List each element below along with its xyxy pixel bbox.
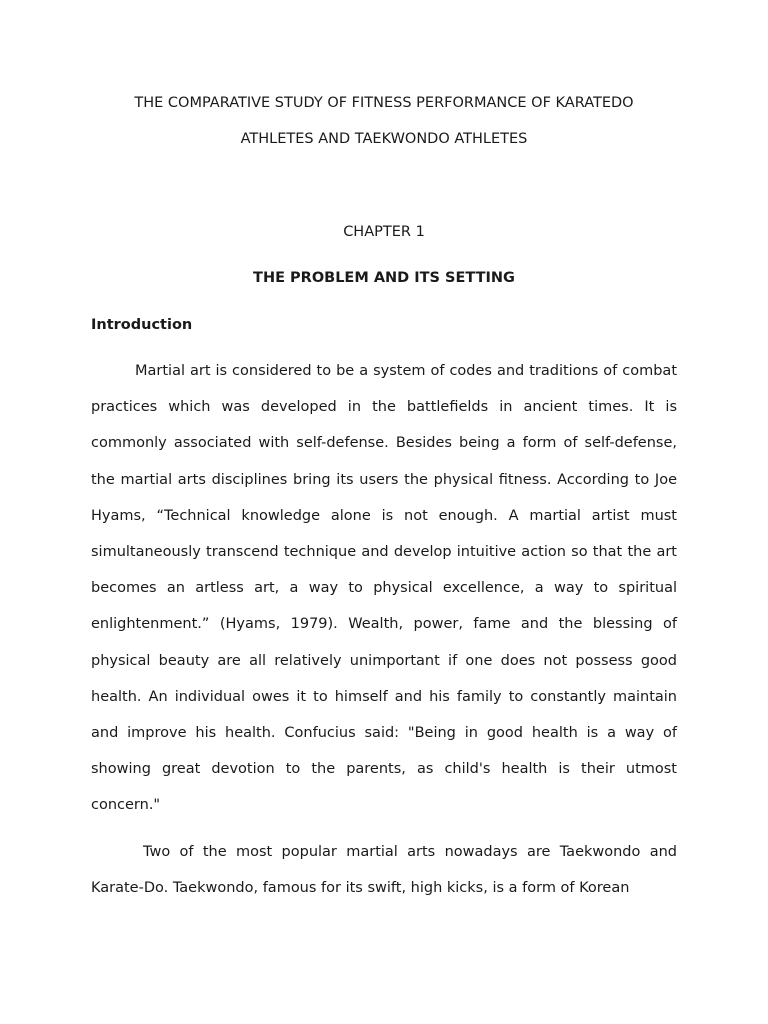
document-title-line-2: ATHLETES AND TAEKWONDO ATHLETES (240, 131, 528, 147)
paragraph-1: Martial art is considered to be a system of codes and traditions of combat practices which was developed in the battlefields in ancient times. It is commonly associated with self-defense. Besides being a form of self-defense, the martial arts disciplines bring its users the physical fitness. According to Joe Hyams, “Technical knowledge alone is not enough. A martial artist must simultaneously transcend technique and develop intuitive action so that the art becomes an artless art, a way to physical excellence, a way to spiritual enlightenment.” (Hyams, 1979). Wealth, power, fame and the blessing of physical beauty are all relatively unimportant if one does not possess good health. An individual owes it to himself and his family to constantly maintain and improve his health. Confucius said: "Being in good health is a way of showing great devotion to the parents, as child's health is their utmost concern." (91, 363, 677, 814)
section-heading-introduction: Introduction (91, 317, 193, 333)
document-title-line-1: THE COMPARATIVE STUDY OF FITNESS PERFORMANCE OF KARATEDO (134, 95, 634, 111)
chapter-heading: THE PROBLEM AND ITS SETTING (253, 270, 515, 286)
paragraph-2: Two of the most popular martial arts nowadays are Taekwondo and Karate-Do. Taekwondo, famous for its swift, high kicks, is a form of Korean (91, 844, 677, 897)
chapter-label: CHAPTER 1 (343, 224, 425, 240)
